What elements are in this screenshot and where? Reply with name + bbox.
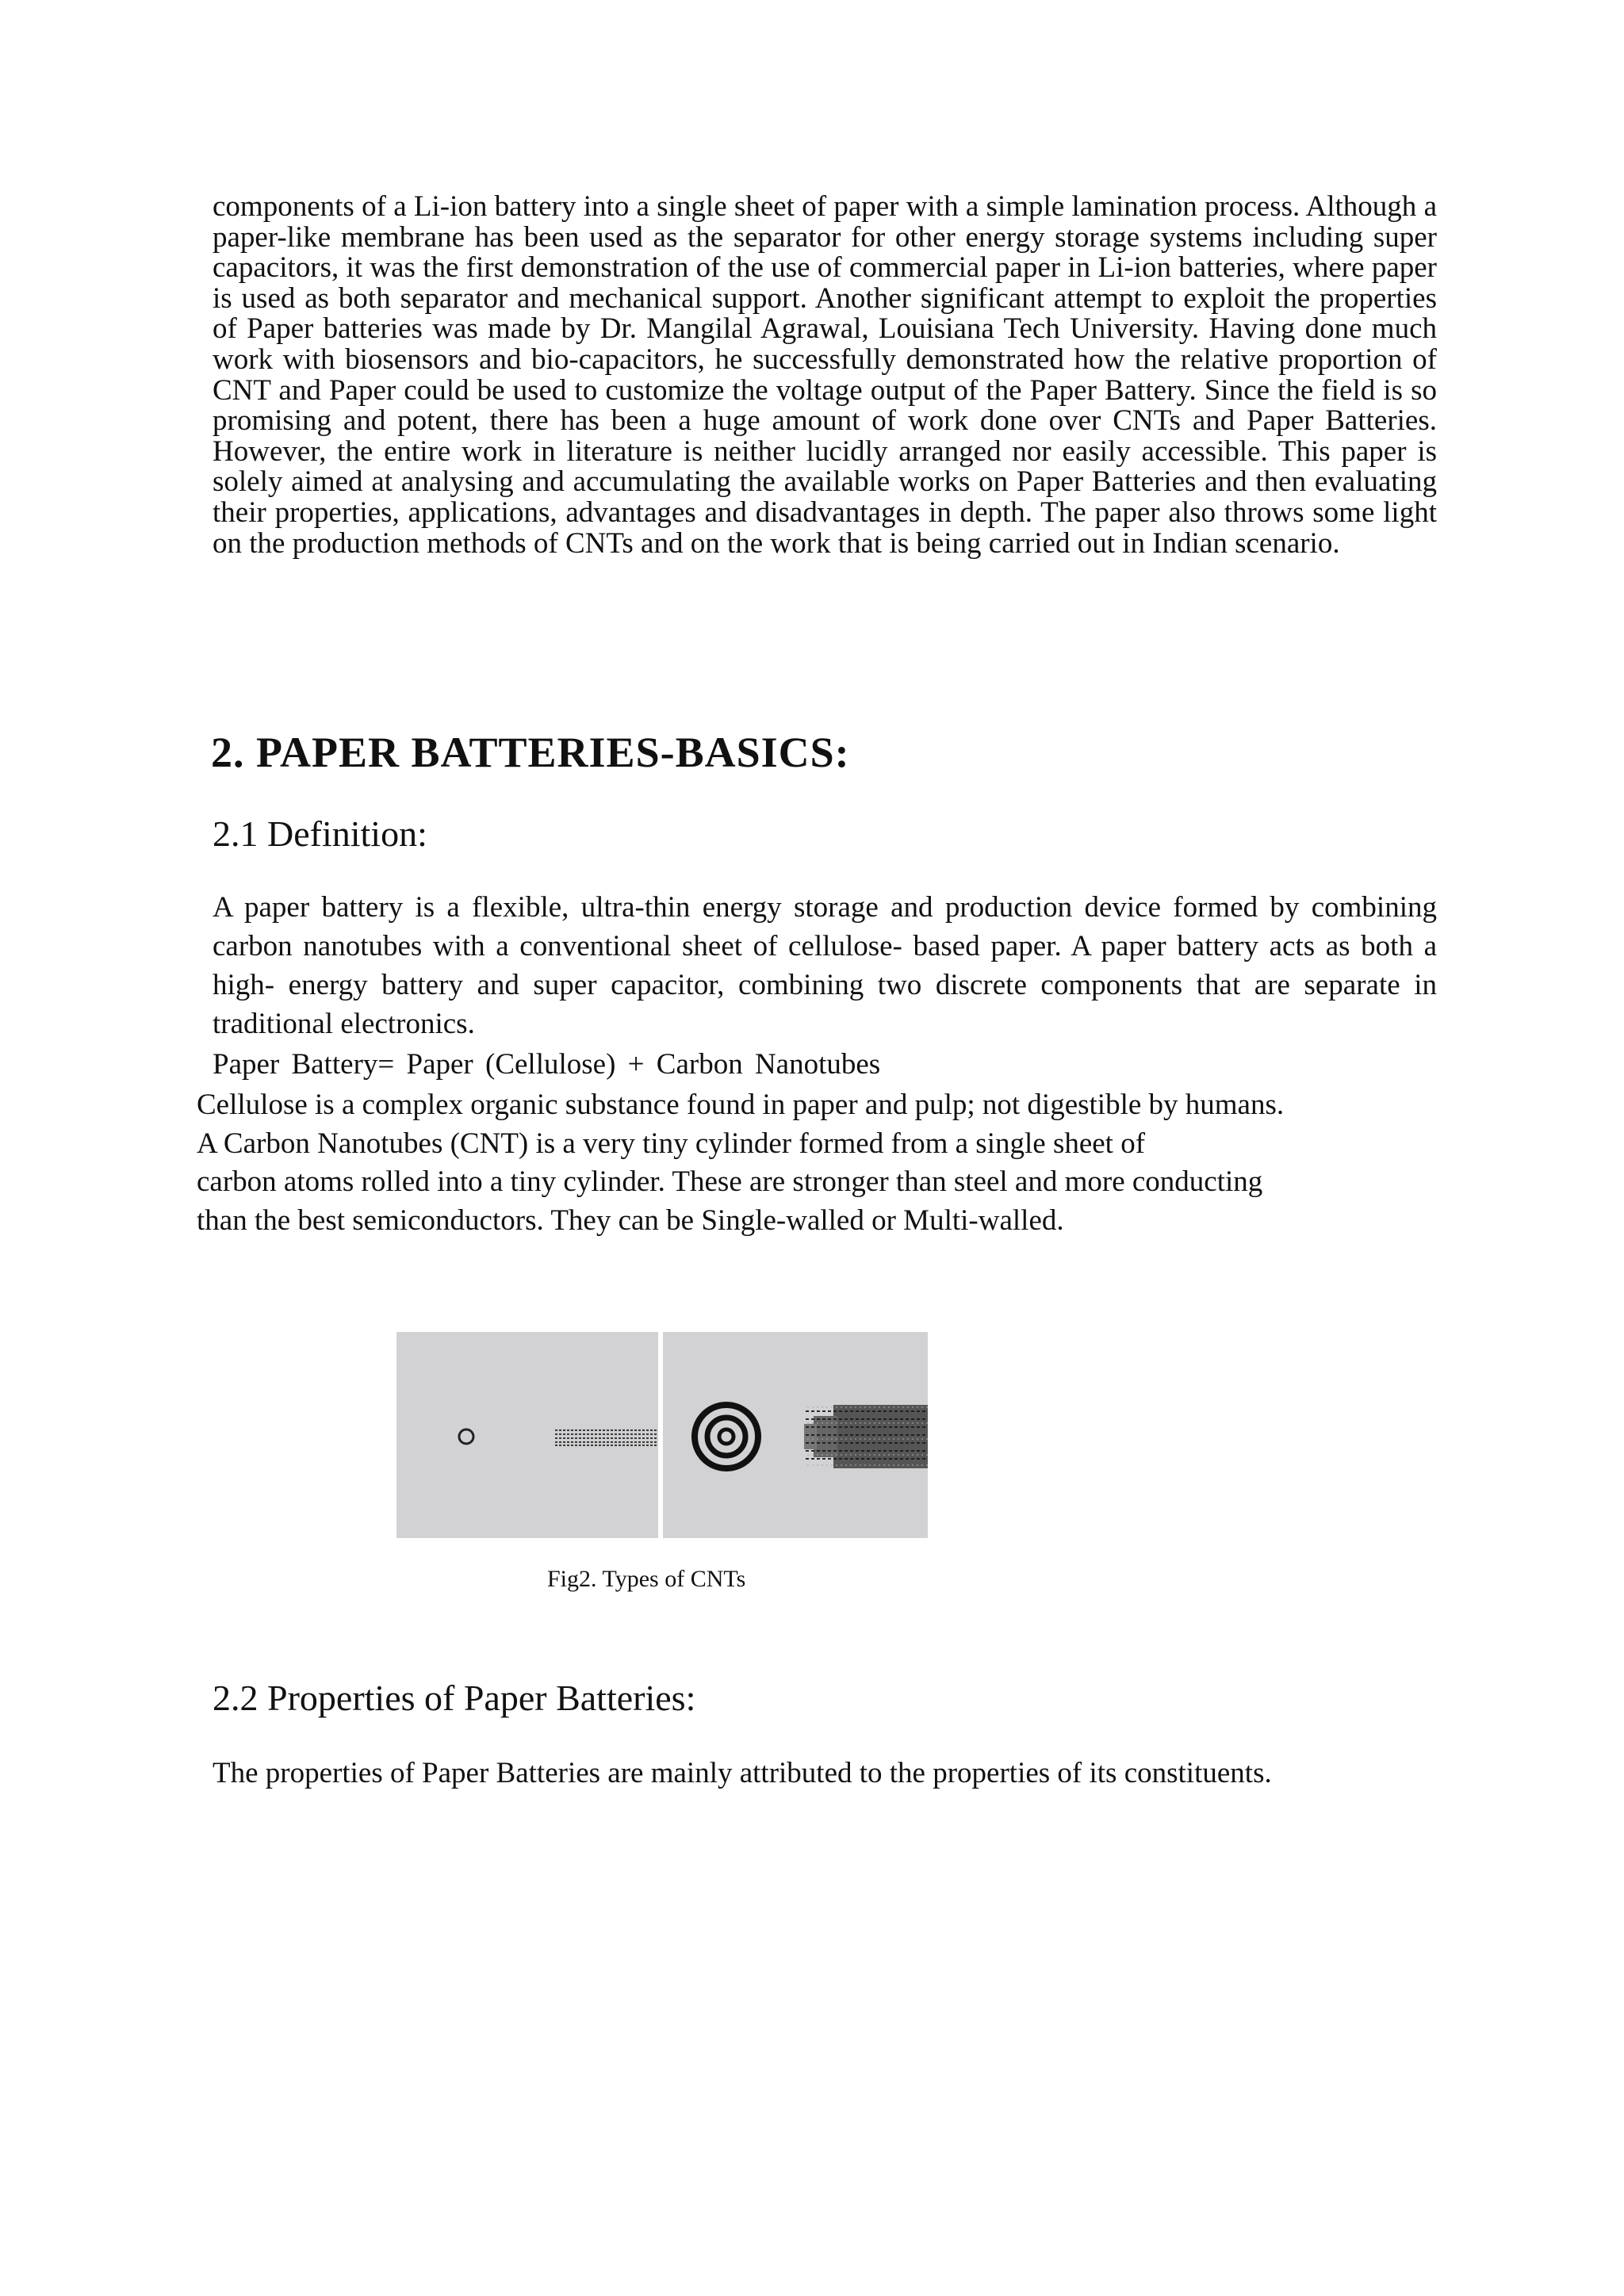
intro-paragraph: components of a Li-ion battery into a single sheet of paper with a simple lamination process. Although a paper-like membrane has been used as the separator for other energy storage systems including super capacitors, it was the first demonstration of the use of commercial paper in Li-ion batteries, where paper is used as both separator and mechanical support. Another significant attempt to exploit the properties of Paper batteries was made by Dr. Mangilal Agrawal, Louisiana Tech University. Having done much work with biosensors and bio-capacitors, he successfully demonstrated how the relative proportion of CNT and Paper could be used to customize the voltage output of the Paper Battery. Since the field is so promising and potent, there has been a huge amount of work done over CNTs and Paper Batteries. However, the entire work in literature is neither lucidly arranged nor easily accessible. This paper is solely aimed at analysing and accumulating the available works on Paper Batteries and then evaluating their properties, applications, advantages and disadvantages in depth. The paper also throws some light on the production methods of CNTs and on the work that is being carried out in Indian scenario. xyxy=(213,190,1437,560)
cnt-types-figure xyxy=(396,1332,928,1538)
section-heading: 2. PAPER BATTERIES-BASICS: xyxy=(211,729,850,776)
definition-paragraph: A paper battery is a flexible, ultra-thin energy storage and production device formed by combining carbon nanotubes with a conventional sheet of cellulose- based paper. A paper battery acts as both a high- energy battery and super capacitor, combining two discrete components that are separate in traditional electronics. xyxy=(213,891,1437,1040)
cnt-line-3: than the best semiconductors. They can be Single-walled or Multi-walled. xyxy=(197,1203,1064,1237)
single-wall-cross-section-icon xyxy=(459,1429,473,1444)
single-walled-cnt-image xyxy=(396,1332,658,1538)
single-walled-panel xyxy=(396,1332,658,1538)
cnt-line-2: carbon atoms rolled into a tiny cylinder. These are stronger than steel and more conducting xyxy=(197,1165,1263,1198)
multi-wall-tube-icon xyxy=(804,1405,928,1468)
formula-line: Paper Battery= Paper (Cellulose) + Carbon Nanotubes xyxy=(213,1048,881,1081)
multi-wall-cross-section-icon xyxy=(695,1405,758,1468)
properties-heading: 2.2 Properties of Paper Batteries: xyxy=(213,1678,696,1718)
cellulose-line: Cellulose is a complex organic substance found in paper and pulp; not digestible by humans. xyxy=(197,1089,1285,1121)
figure-caption: Fig2. Types of CNTs xyxy=(547,1566,746,1592)
multi-walled-cnt-image xyxy=(663,1332,928,1538)
single-wall-tube-icon xyxy=(555,1429,658,1446)
definition-details xyxy=(197,1086,1465,1240)
properties-paragraph: The properties of Paper Batteries are mainly attributed to the properties of its constituents. xyxy=(213,1757,1272,1789)
multi-walled-panel xyxy=(663,1332,928,1538)
cnt-line-1: A Carbon Nanotubes (CNT) is a very tiny cylinder formed from a single sheet of xyxy=(197,1127,1146,1160)
definition-heading: 2.1 Definition: xyxy=(213,813,427,854)
